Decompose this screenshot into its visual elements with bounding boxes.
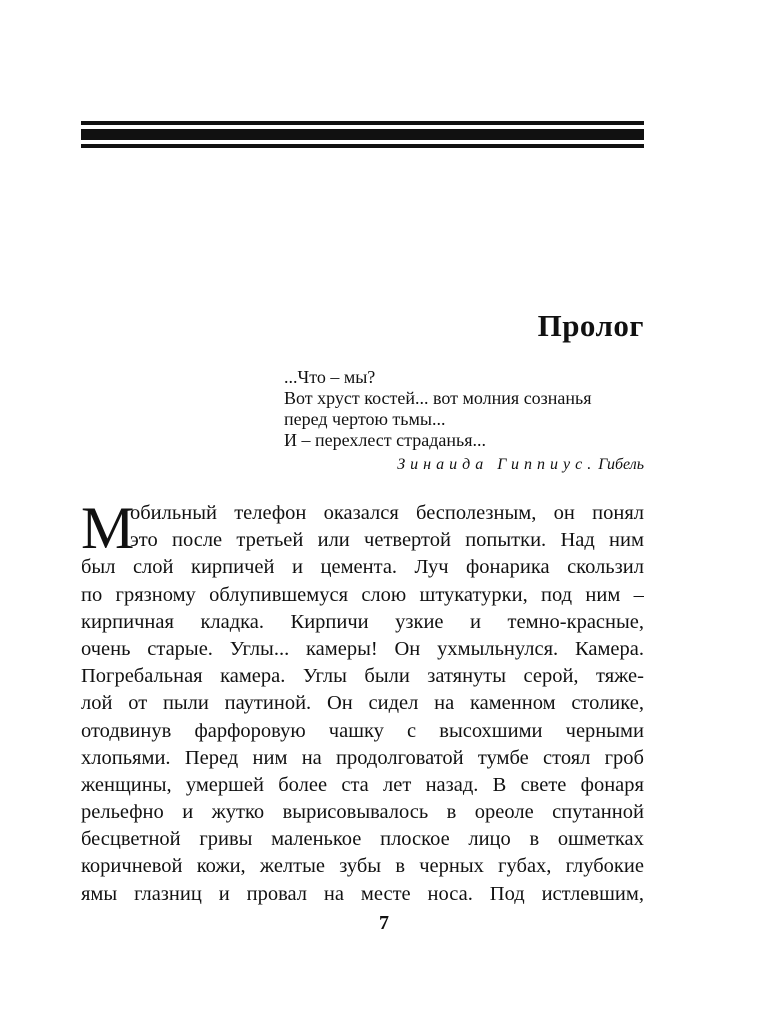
body-line xyxy=(81,718,644,745)
word: Перед xyxy=(184,746,239,769)
word: истлевшим, xyxy=(541,882,644,905)
body-line xyxy=(81,826,644,853)
epigraph-line: И – перехлест страданья... xyxy=(284,430,486,450)
word: ним xyxy=(252,746,288,769)
body-line xyxy=(81,636,644,663)
word: скользил xyxy=(567,556,644,579)
word: тяже- xyxy=(596,665,644,688)
body-line xyxy=(81,500,644,527)
drop-cap: М xyxy=(81,495,135,561)
word: кирпичная xyxy=(81,610,174,633)
body-line xyxy=(81,554,644,581)
word: Он xyxy=(326,692,353,715)
word: Он xyxy=(394,637,421,660)
word: гривы xyxy=(199,828,253,851)
word: ста xyxy=(341,773,369,796)
epigraph-line: Вот хруст костей... вот молния сознанья xyxy=(284,388,592,408)
word: Углы... xyxy=(229,637,290,660)
word: ухмыльнулся. xyxy=(437,637,559,660)
word: или xyxy=(317,529,350,552)
epigraph-work: Гибель xyxy=(598,456,644,473)
word: были xyxy=(364,665,410,688)
word: Углы xyxy=(302,665,347,688)
word: камеры! xyxy=(306,637,378,660)
word: под xyxy=(541,583,573,606)
word: отодвинув xyxy=(81,719,172,742)
epigraph-author: Зинаида Гиппиус. xyxy=(397,456,597,473)
word: камера. xyxy=(220,665,286,688)
word: черными xyxy=(565,719,644,742)
word: – xyxy=(633,583,644,606)
word: очень xyxy=(81,637,131,660)
word: жутко xyxy=(211,801,265,824)
word: на xyxy=(434,692,455,715)
word: кладка. xyxy=(200,610,265,633)
word: понял xyxy=(592,502,644,524)
word: был xyxy=(81,556,116,579)
word: хлопьями. xyxy=(81,746,171,769)
body-line xyxy=(81,690,644,717)
chapter-title: Пролог xyxy=(537,308,644,343)
word: кожи, xyxy=(196,855,246,878)
word: чашку xyxy=(328,719,384,742)
word: ним xyxy=(585,583,621,606)
word: ореоле xyxy=(474,801,534,824)
word: плоское xyxy=(380,828,450,851)
body-line xyxy=(81,853,644,880)
word: четвертой xyxy=(364,529,451,552)
word: глазниц xyxy=(134,882,202,905)
word: старые. xyxy=(147,637,213,660)
page-number: 7 xyxy=(379,912,389,934)
word: узкие xyxy=(395,610,444,633)
epigraph-attribution xyxy=(284,454,644,475)
word: губах, xyxy=(498,855,552,878)
epigraph-line: перед чертою тьмы... xyxy=(284,409,446,429)
word: фарфоровую xyxy=(194,719,306,742)
word: более xyxy=(278,773,328,796)
rule-bottom-thin xyxy=(81,144,644,148)
word: на xyxy=(323,882,344,905)
word: вырисовывалось xyxy=(282,801,429,824)
word: Под xyxy=(489,882,525,905)
word: провал xyxy=(246,882,307,905)
word: телефон xyxy=(234,502,307,524)
word: фонарика xyxy=(466,556,550,579)
word: рельефно xyxy=(81,801,164,824)
body-line xyxy=(81,527,644,554)
word: серой, xyxy=(523,665,579,688)
word: и xyxy=(292,556,303,579)
word: слой xyxy=(132,556,174,579)
word: женщины, xyxy=(81,773,172,796)
word: попытки. xyxy=(465,529,547,552)
word: зубы xyxy=(339,855,382,878)
word: в xyxy=(395,855,405,878)
word: маленькое xyxy=(271,828,362,851)
word: пыли xyxy=(162,692,209,715)
body-text xyxy=(81,495,644,908)
word: Над xyxy=(560,529,595,552)
word: фонаря xyxy=(580,773,644,796)
word: третьей xyxy=(236,529,304,552)
word: лет xyxy=(383,773,412,796)
body-line xyxy=(81,745,644,772)
word: глубокие xyxy=(565,855,644,878)
word: в xyxy=(446,801,457,824)
word: облупившемуся xyxy=(209,583,349,606)
word: от xyxy=(128,692,148,715)
word: ним xyxy=(609,529,644,552)
word: обильный xyxy=(130,502,217,524)
word: он xyxy=(553,502,575,524)
body-line xyxy=(81,609,644,636)
word: свете xyxy=(520,773,567,796)
word: продолговатой xyxy=(336,746,464,769)
word: желтые xyxy=(259,855,325,878)
word: бесцветной xyxy=(81,828,181,851)
word: слою xyxy=(361,583,407,606)
word: Погребальная xyxy=(81,665,203,688)
word: В xyxy=(492,773,507,796)
word: с xyxy=(407,719,417,742)
body-line xyxy=(81,663,644,690)
word: грязному xyxy=(115,583,196,606)
word: и xyxy=(182,801,194,824)
word: сидел xyxy=(368,692,419,715)
word: высохшими xyxy=(439,719,543,742)
word: Камера. xyxy=(574,637,644,660)
word: на xyxy=(301,746,322,769)
word: в xyxy=(529,828,540,851)
word: носа. xyxy=(427,882,473,905)
body-line xyxy=(81,799,644,826)
word: кирпичей xyxy=(191,556,275,579)
word: цемента. xyxy=(320,556,398,579)
word: и xyxy=(470,610,482,633)
body-line xyxy=(81,772,644,799)
word: Кирпичи xyxy=(290,610,369,633)
word: бесполезным, xyxy=(416,502,537,524)
word: после xyxy=(172,529,223,552)
word: ямы xyxy=(81,882,118,905)
word: тумбе xyxy=(477,746,529,769)
word: оказался xyxy=(323,502,399,524)
header-rules xyxy=(81,121,644,148)
body-line xyxy=(81,582,644,609)
epigraph xyxy=(284,367,644,475)
epigraph-line: ...Что – мы? xyxy=(284,367,376,387)
word: по xyxy=(81,583,103,606)
word: месте xyxy=(360,882,411,905)
word: умершей xyxy=(185,773,264,796)
word: черных xyxy=(419,855,484,878)
rule-middle-thick xyxy=(81,129,644,140)
word: лой xyxy=(81,692,113,715)
word: Луч xyxy=(414,556,449,579)
word: затянуты xyxy=(427,665,507,688)
word: столике, xyxy=(571,692,644,715)
word: коричневой xyxy=(81,855,183,878)
body-line xyxy=(81,881,644,908)
word: назад. xyxy=(425,773,479,796)
word: паутиной. xyxy=(224,692,312,715)
rule-top-thin xyxy=(81,121,644,125)
word: темно-красные, xyxy=(507,610,644,633)
word: штукатурки, xyxy=(419,583,528,606)
word: стоял xyxy=(543,746,591,769)
word: это xyxy=(130,529,158,552)
word: ошметках xyxy=(557,828,644,851)
word: спутанной xyxy=(552,801,644,824)
word: лицо xyxy=(468,828,511,851)
word: и xyxy=(218,882,230,905)
word: каменном xyxy=(469,692,556,715)
word: гроб xyxy=(604,746,644,769)
